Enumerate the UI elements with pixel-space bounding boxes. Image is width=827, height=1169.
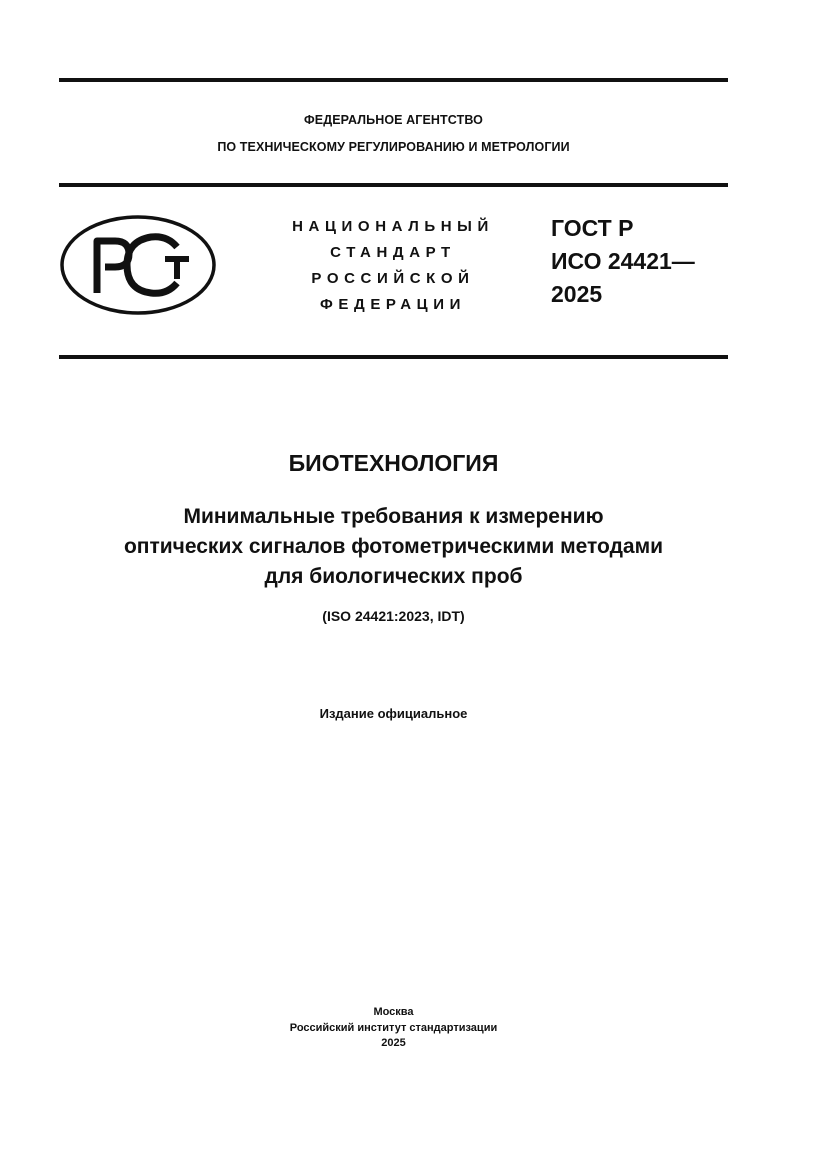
imprint-year: 2025 [381, 1037, 406, 1049]
rst-mark-icon [59, 213, 217, 317]
masthead-bottom-rule [59, 355, 728, 359]
designation-line3: 2025 [551, 281, 603, 307]
imprint-city: Москва [373, 1006, 414, 1018]
top-rule [59, 78, 728, 82]
document-subtitle [0, 502, 787, 592]
designation-line2: ИСО 24421— [551, 248, 695, 274]
national-standard-line4: ФЕДЕРАЦИИ [320, 296, 466, 313]
agency-name-line2: ПО ТЕХНИЧЕСКОМУ РЕГУЛИРОВАНИЮ И МЕТРОЛОГИИ [217, 140, 570, 154]
subtitle-line3: для биологических проб [264, 565, 523, 588]
header-rule [59, 183, 728, 187]
edition-label: Издание официальное [319, 706, 468, 721]
agency-name-line1: ФЕДЕРАЛЬНОЕ АГЕНТСТВО [304, 113, 483, 127]
designation-line1: ГОСТ Р [551, 215, 634, 241]
imprint-publisher: Российский институт стандартизации [289, 1021, 498, 1034]
iso-reference: (ISO 24421:2023, IDT) [322, 608, 465, 624]
national-standard-line3: РОССИЙСКОЙ [311, 270, 475, 287]
subtitle-line2: оптических сигналов фотометрическими методами [123, 535, 664, 558]
national-standard-label [268, 214, 518, 318]
standard-designation [551, 212, 695, 311]
subtitle-line1: Минимальные требования к измерению [183, 505, 604, 528]
document-title: БИОТЕХНОЛОГИЯ [288, 450, 499, 476]
national-standard-line2: СТАНДАРТ [330, 244, 456, 261]
national-standard-line1: НАЦИОНАЛЬНЫЙ [292, 218, 494, 235]
imprint [0, 1005, 787, 1052]
